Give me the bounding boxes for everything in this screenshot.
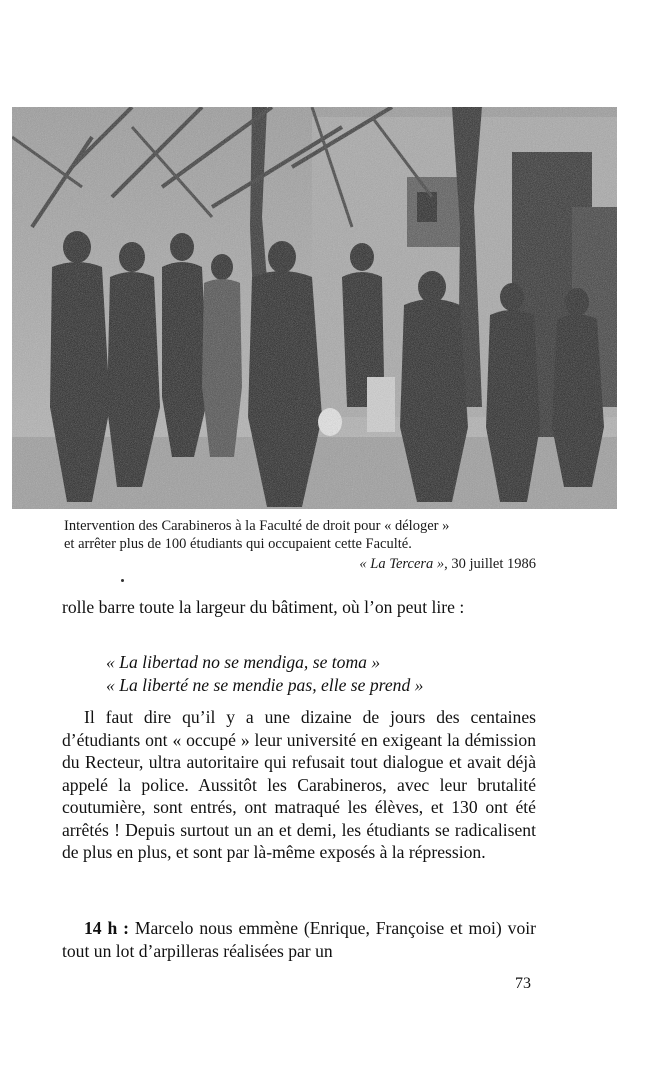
- page-number: 73: [515, 975, 531, 992]
- paragraph-3: [62, 917, 536, 962]
- time-label: 14 h :: [84, 918, 129, 938]
- press-photo: [12, 107, 617, 509]
- caption-source-name: « La Tercera »: [359, 556, 445, 572]
- paragraph-1: rolle barre toute la largeur du bâtiment, où l’on peut lire :: [62, 597, 465, 617]
- quote-french: « La liberté ne se mendie pas, elle se prend »: [106, 675, 424, 695]
- stray-mark: [121, 579, 124, 582]
- paragraph-2: Il faut dire qu’il y a une dizaine de jours des centaines d’étudiants ont « occupé » leur université en exigeant la démission du Recteur, ultra autoritaire qui refusait tout dialogue et avait déjà appelé la police. Aussitôt les Carabineros, avec leur brutalité coutumière, sont entrés, ont matraqué les élèves, et 130 ont été arrêtés ! Depuis surtout un an et demi, les étudiants se radicalisent de plus en plus, et sont par là-même exposés à la répression.: [62, 707, 536, 862]
- paragraph-3-text: Marcelo nous emmène (Enrique, Françoise et moi) voir tout un lot d’arpilleras réalisées par un: [62, 918, 536, 961]
- photo-caption-line2: et arrêter plus de 100 étudiants qui occupaient cette Faculté.: [64, 536, 412, 552]
- caption-date: , 30 juillet 1986: [444, 556, 536, 572]
- photo-icon: [12, 107, 617, 509]
- photo-caption-source: [64, 555, 536, 573]
- photo-caption-line1: Intervention des Carabineros à la Faculté de droit pour « déloger »: [64, 518, 450, 534]
- quote-spanish: « La libertad no se mendiga, se toma »: [106, 652, 381, 672]
